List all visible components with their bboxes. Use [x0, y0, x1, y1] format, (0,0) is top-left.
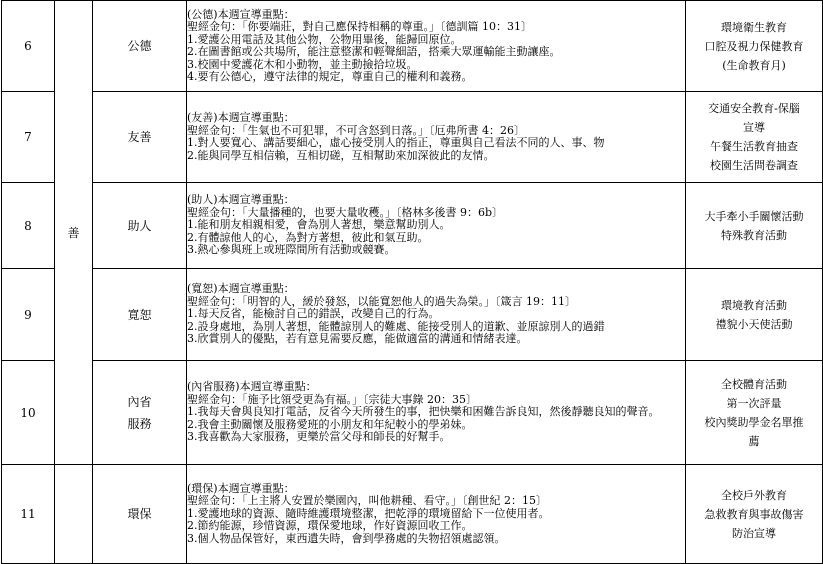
promotion-point: 1.每天反省，能檢討自己的錯誤，改變自己的行為。 — [187, 307, 440, 321]
activity-list — [686, 269, 823, 361]
promotion-content — [187, 361, 686, 465]
virtue-name-line: 助人 — [127, 218, 152, 233]
promotion-point: 2.我會主動關懷及服務愛班的小朋友和年紀較小的學弟妹。 — [187, 417, 473, 431]
promotion-header: (友善)本週宣導重點： — [187, 111, 295, 124]
promotion-point: 1.對人要寬心、講話要細心，虛心接受別人的指正，尊重與自己看法不同的人、事、物 — [187, 136, 605, 149]
week-number: 6 — [2, 1, 55, 92]
activity-item: 口腔及視力保健教育 — [704, 39, 804, 53]
bible-verse: 聖經金句：「明智的人，緩於發怒，以能寬恕他人的過失為榮。」〔箴言 19：11〕 — [187, 294, 576, 308]
activity-list — [686, 465, 823, 564]
virtue-name-line: 環保 — [127, 507, 152, 521]
promotion-point: 2.能與同學互相信賴，互相切磋，互相幫助來加深彼此的友情。 — [187, 148, 495, 162]
activity-list — [686, 183, 823, 269]
promotion-point: 2.節約能源，珍惜資源，環保愛地球，作好資源回收工作。 — [187, 519, 473, 533]
weekly-virtue-schedule-table — [1, 0, 823, 564]
bible-verse: 聖經金句：「大量播種的，也要大量收穫。」〔格林多後書 9：6b〕 — [187, 205, 504, 219]
virtue-name — [93, 92, 187, 183]
schedule-row — [2, 92, 823, 183]
activity-item: (生命教育月) — [722, 58, 786, 72]
activity-item: 特殊教育活動 — [721, 228, 787, 242]
promotion-header: (公德)本週宣導重點： — [187, 7, 295, 21]
activity-list — [686, 1, 823, 92]
bible-verse: 聖經金句：「上主將人安置於樂園內，叫他耕種、看守。」〔創世紀 2：15〕 — [187, 494, 547, 508]
promotion-point: 1.愛護公用電話及其他公物，公物用畢後，能歸回原位。 — [187, 32, 462, 46]
activity-item: 大手牽小手關懷活動 — [704, 209, 804, 223]
activity-item: 校內獎助學金名單推 — [704, 415, 804, 429]
activity-item: 午餐生活教育抽查 — [710, 140, 798, 153]
activity-item: 全校戶外教育 — [721, 488, 787, 502]
week-number: 7 — [2, 92, 55, 183]
virtue-name-line: 內省 — [127, 394, 152, 409]
virtue-group-label: 善 — [55, 1, 93, 465]
schedule-row — [2, 361, 823, 465]
promotion-point: 2.有體諒他人的心，為對方著想，彼此和氣互助。 — [187, 230, 429, 244]
promotion-content — [187, 92, 686, 183]
activity-list — [686, 361, 823, 465]
promotion-header: (環保)本週宣導重點： — [187, 481, 295, 495]
promotion-content — [187, 269, 686, 361]
schedule-row — [2, 1, 823, 92]
bible-verse: 聖經金句：「你要端莊，對自己應保持相稱的尊重。」〔德訓篇 10：31〕 — [187, 20, 532, 33]
activity-item: 校園生活問卷調查 — [710, 159, 798, 172]
week-number: 11 — [2, 465, 55, 564]
activity-item: 宣導 — [743, 121, 765, 134]
promotion-content — [187, 183, 686, 269]
promotion-header: (內省服務)本週宣導重點： — [187, 380, 317, 394]
promotion-point: 1.愛護地球的資源、隨時維護環境整潔，把乾淨的環境留給下一位使用者。 — [187, 506, 550, 520]
promotion-point: 3.欣賞別人的優點，若有意見需要反應，能做適當的溝通和情緒表達。 — [187, 332, 528, 346]
promotion-point: 3.熱心參與班上或班際間所有活動或競賽。 — [187, 243, 396, 257]
promotion-content — [187, 1, 686, 92]
virtue-name — [93, 269, 187, 361]
promotion-content — [187, 465, 686, 564]
activity-item: 第一次評量 — [726, 396, 782, 410]
promotion-header: (助人)本週宣導重點： — [187, 193, 295, 207]
promotion-point: 1.能和朋友相親相愛，會為別人著想，樂意幫助別人。 — [187, 218, 451, 232]
promotion-point: 2.設身處地，為別人著想，能體諒別人的難處、能接受別人的道歉、並原諒別人的過錯 — [187, 319, 605, 333]
virtue-name-line: 公德 — [127, 39, 152, 53]
activity-item: 薦 — [748, 434, 760, 448]
virtue-name — [93, 361, 187, 465]
virtue-name-line: 友善 — [127, 130, 152, 144]
activity-item: 環境衛生教育 — [721, 20, 787, 34]
virtue-name-line: 服務 — [127, 416, 152, 431]
activity-item: 環境教育活動 — [721, 298, 787, 312]
virtue-name — [93, 465, 187, 564]
virtue-name — [93, 183, 187, 269]
virtue-name-line: 寬恕 — [127, 307, 152, 322]
virtue-name — [93, 1, 187, 92]
schedule-row — [2, 465, 823, 564]
bible-verse: 聖經金句：「生氣也不可犯罪，不可含怒到日落。」〔厄弗所書 4：26〕 — [187, 123, 525, 137]
schedule-row — [2, 183, 823, 269]
promotion-point: 2.在圖書館或公共場所，能注意整潔和輕聲細語，搭乘大眾運輸能主動讓座。 — [187, 45, 561, 58]
promotion-point: 3.校園中愛護花木和小動物，並主動撿拾垃圾。 — [187, 57, 418, 71]
activity-item: 禮貌小天使活動 — [715, 317, 793, 331]
activity-item: 防治宣導 — [732, 526, 776, 540]
activity-item: 急救教育與事故傷害 — [704, 507, 804, 521]
promotion-point: 3.個人物品保管好，東西遺失時，會到學務處的失物招領處認領。 — [187, 531, 506, 545]
activity-list — [686, 92, 823, 183]
promotion-point: 1.我每天會與良知打電話，反省今天所發生的事，把快樂和困難告訴良知，然後靜聽良知的聲音。 — [187, 405, 660, 419]
activity-item: 全校體育活動 — [721, 377, 787, 391]
promotion-header: (寬恕)本週宣導重點： — [187, 282, 295, 296]
promotion-point: 4.要有公德心，遵守法律的規定，尊重自己的權利和義務。 — [187, 70, 473, 83]
bible-verse: 聖經金句：「施予比領受更為有福。」〔宗徒大事錄 20：35〕 — [187, 392, 477, 406]
virtue-group-empty — [55, 465, 93, 564]
activity-item: 交通安全教育-保腦 — [708, 102, 800, 115]
promotion-point: 3.我喜歡為大家服務，更樂於當父母和師長的好幫手。 — [187, 430, 451, 444]
week-number: 8 — [2, 183, 55, 269]
week-number: 10 — [2, 361, 55, 465]
schedule-row — [2, 269, 823, 361]
week-number: 9 — [2, 269, 55, 361]
